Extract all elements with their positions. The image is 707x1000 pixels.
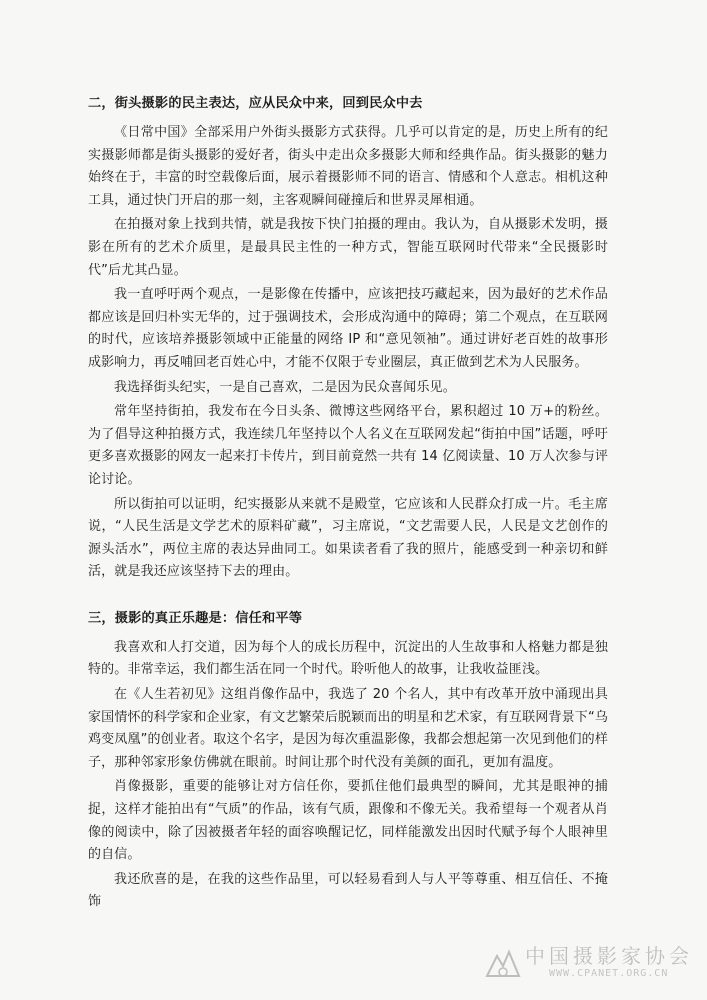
section-spacer — [88, 586, 608, 609]
paragraph: 我喜欢和人打交道，因为每个人的成长历程中，沉淀出的人生故事和人格魅力都是独特的。非常幸运，我们都生活在同一个时代。聆听他人的故事，让我收益匪浅。 — [88, 639, 608, 678]
section-heading-2: 二，街头摄影的民主表达，应从民众中来，回到民众中去 — [88, 96, 423, 111]
paragraph: 我选择街头纪实，一是自己喜欢，二是因为民众喜闻乐见。 — [114, 379, 456, 395]
paragraph: 所以街拍可以证明，纪实摄影从来就不是殿堂，它应该和人民群众打成一片。毛主席说，“人民生活是文学艺术的原料矿藏”，习主席说，“文艺需要人民，人民是文艺创作的源头活水”，两位主席的表达异曲同工。如果读者看了我的照片，能感受到一种亲切和鲜活，就是我还应该坚持下去的理由。 — [88, 496, 608, 580]
document-content — [88, 94, 608, 916]
watermark — [483, 938, 693, 990]
paragraph: 在《人生若初见》这组肖像作品中，我选了 20 个名人，其中有改革开放中涌现出具家国情怀的科学家和企业家，有文艺繁荣后脱颖而出的明星和艺术家，有互联网背景下“乌鸡变凤凰”的创业者。取这个名字，是因为每次重温影像，我都会想起第一次见到他们的样子，那种邻家形象仿佛就在眼前。时间让那个时代没有美颜的面孔，更加有温度。 — [88, 687, 608, 770]
cpa-logo-icon — [483, 942, 523, 982]
section-heading-3: 三，摄影的真正乐趣是：信任和平等 — [88, 610, 303, 626]
watermark-url: WWW.CPANET.ORG.CN — [549, 968, 669, 979]
paragraph: 《日常中国》全部采用户外街头摄影方式获得。几乎可以肯定的是，历史上所有的纪实摄影师都是街头摄影的爱好者，街头中走出众多摄影大师和经典作品。街头摄影的魅力始终在于，丰富的时空载像后面，展示着摄影师不同的语言、情感和个人意志。相机这种工具，通过快门开启的那一刻，主客观瞬间碰撞后和世界灵犀相通。 — [88, 125, 608, 208]
watermark-title: 中国摄影家协会 — [525, 944, 693, 968]
paragraph: 在拍摄对象上找到共情，就是我按下快门拍摄的理由。我认为，自从摄影术发明，摄影在所有的艺术介质里，是最具民主性的一种方式，智能互联网时代带来“全民摄影时代”后尤其凸显。 — [88, 217, 608, 278]
paragraph: 常年坚持街拍，我发布在今日头条、微博这些网络平台，累积超过 10 万+的粉丝。为了倡导这种拍摄方式，我连续几年坚持以个人名义在互联网发起“街拍中国”话题，呼吁更多喜欢摄影的网友一起来打卡传片，到目前竟然一共有 14 亿阅读量、10 万人次参与评论讨论。 — [88, 404, 608, 487]
paragraph: 我一直呼吁两个观点，一是影像在传播中，应该把技巧藏起来，因为最好的艺术作品都应该是回归朴实无华的，过于强调技术，会形成沟通中的障碍；第二个观点，在互联网的时代，应该培养摄影领域中正能量的网络 IP 和“意见领袖”。通过讲好老百姓的故事形成影响力，再反哺回老百姓心中，才能不仅限于专业圈层，真正做到艺术为人民服务。 — [88, 287, 608, 370]
paragraph: 肖像摄影，重要的能够让对方信任你，要抓住他们最典型的瞬间，尤其是眼神的捕捉，这样才能拍出有“气质”的作品，该有气质，跟像和不像无关。我希望每一个观者从肖像的阅读中，除了因被摄者年轻的面容唤醒记忆，同样能激发出因时代赋予每个人眼神里的自信。 — [88, 779, 608, 863]
paragraph: 我还欣喜的是，在我的这些作品里，可以轻易看到人与人平等尊重、相互信任、不掩饰 — [88, 871, 608, 910]
